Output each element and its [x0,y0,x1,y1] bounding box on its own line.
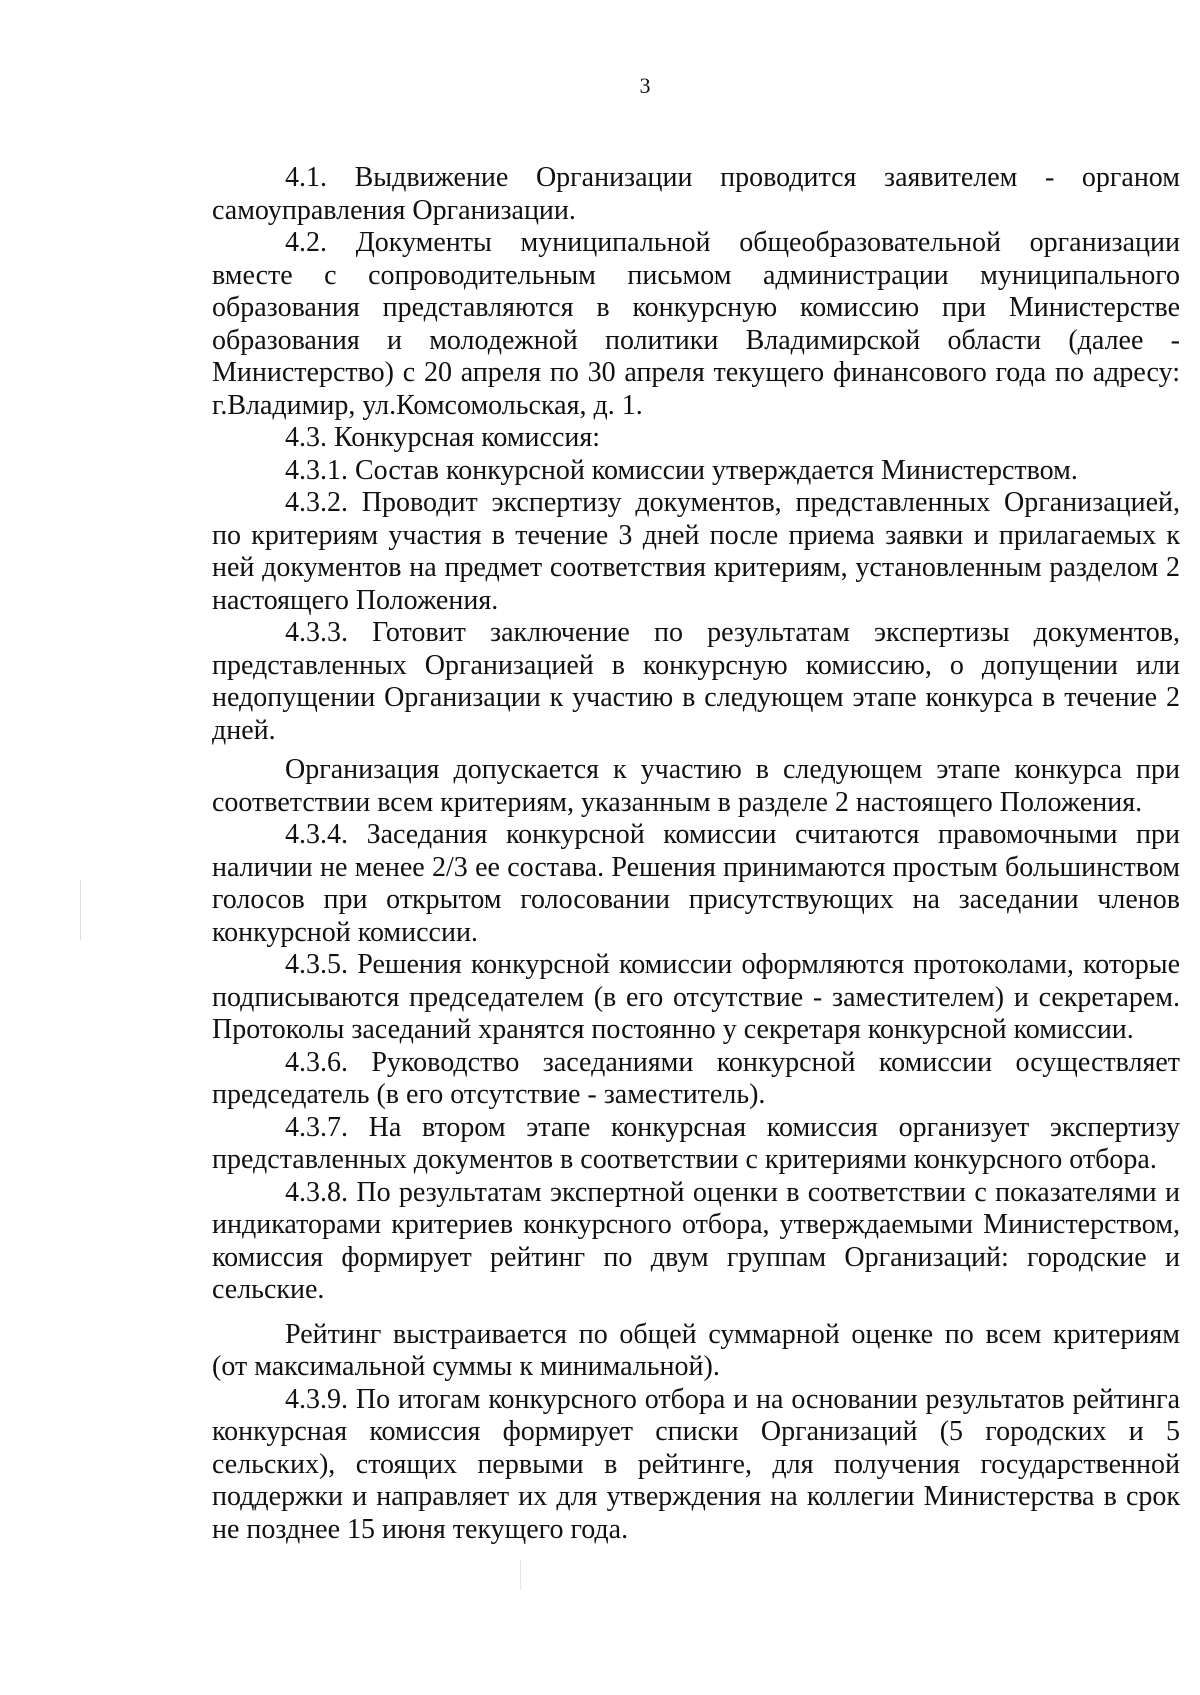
paragraph-4-3-1: 4.3.1. Состав конкурсной комиссии утверждается Министерством. [285,454,1078,486]
paragraph-4-3-5: 4.3.5. Решения конкурсной комиссии оформляются протоколами, которые подписываются председателем (в его отсутствие - заместителем) и секретарем. Протоколы заседаний хранятся постоянно у секретаря конкурсной комиссии. [212,949,1180,1045]
paragraph-4-3-8: 4.3.8. По результатам экспертной оценки в соответствии с показателями и индикаторами критериев конкурсного отбора, утверждаемыми Министерством, комиссия формирует рейтинг по двум группам Организаций: городские и сельские. [212,1176,1180,1305]
paragraph-4-3-3: 4.3.3. Готовит заключение по результатам экспертизы документов, представленных Организацией в конкурсную комиссию, о допущении или недопущении Организации к участию в следующем этапе конкурса в течение 2 дней. [212,617,1180,746]
paragraph-4-3-7: 4.3.7. На втором этапе конкурсная комиссия организует экспертизу представленных документов в соответствии с критериями конкурсного отбора. [212,1111,1180,1175]
paragraph-4-3-2: 4.3.2. Проводит экспертизу документов, представленных Организацией, по критериям участия в течение 3 дней после приема заявки и прилагаемых к ней документов на предмет соответствия критериям, установленным разделом 2 настоящего Положения. [212,487,1180,616]
paragraph-admission: Организация допускается к участию в следующем этапе конкурса при соответствии всем критериям, указанным в разделе 2 настоящего Положения. [212,754,1180,818]
paragraph-4-3-9: 4.3.9. По итогам конкурсного отбора и на основании результатов рейтинга конкурсная комиссия формирует списки Организаций (5 городских и 5 сельских), стоящих первыми в рейтинге, для получения государственной поддержки и направляет их для утверждения на коллегии Министерства в срок не позднее 15 июня текущего года. [212,1383,1180,1545]
paragraph-4-1: 4.1. Выдвижение Организации проводится заявителем - органом самоуправления Организации. [212,162,1180,226]
scan-margin-mark [80,880,81,940]
paragraph-4-2: 4.2. Документы муниципальной общеобразовательной организации вместе с сопроводительным письмом администрации муниципального образования представляются в конкурсную комиссию при Министерстве образования и молодежной политики Владимирской области (далее - Министерство) с 20 апреля по 30 апреля текущего финансового года по адресу: г.Владимир, ул.Комсомольская, д. 1. [212,227,1180,421]
document-body [212,162,1180,1546]
page-number: 3 [639,73,651,98]
paragraph-4-3-6: 4.3.6. Руководство заседаниями конкурсной комиссии осуществляет председатель (в его отсутствие - заместитель). [212,1046,1180,1110]
paragraph-4-3-4: 4.3.4. Заседания конкурсной комиссии считаются правомочными при наличии не менее 2/3 ее состава. Решения принимаются простым большинством голосов при открытом голосовании присутствующих на заседании членов конкурсной комиссии. [212,819,1180,948]
scan-bottom-mark [520,1560,521,1590]
paragraph-rating: Рейтинг выстраивается по общей суммарной оценке по всем критериям (от максимальной суммы к минимальной). [212,1318,1180,1382]
paragraph-4-3: 4.3. Конкурсная комиссия: [285,422,601,453]
